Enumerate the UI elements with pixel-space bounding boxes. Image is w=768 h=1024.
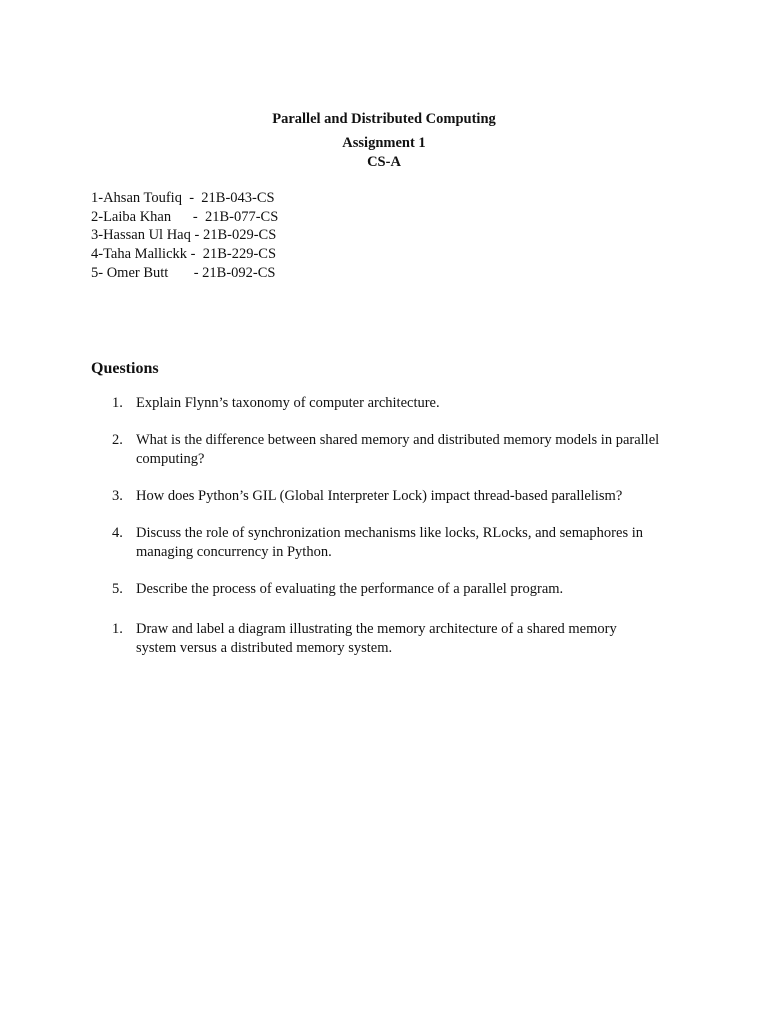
question-number: 2. [112,432,123,448]
question-number: 1. [112,621,123,637]
course-title: Parallel and Distributed Computing [272,111,496,127]
question-text: Describe the process of evaluating the performance of a parallel program. [136,581,564,597]
member-list [91,189,278,283]
question-number: 4. [112,525,123,541]
member-item: 4-Taha Mallickk - 21B-229-CS [91,246,277,263]
member-item: 2-Laiba Khan - 21B-077-CS [91,208,279,225]
question-text: Discuss the role of synchronization mechanisms like locks, RLocks, and semaphores in managing concurrency in Python. [136,525,643,560]
member-item: 5- Omer Butt - 21B-092-CS [91,264,276,281]
section-label: CS-A [367,154,401,170]
question-text: How does Python’s GIL (Global Interpreter Lock) impact thread-based parallelism? [136,488,623,504]
assignment-title: Assignment 1 [342,135,426,151]
question-text: What is the difference between shared memory and distributed memory models in parallel computing? [136,432,660,467]
member-item: 3-Hassan Ul Haq - 21B-029-CS [91,227,277,244]
question-text: Explain Flynn’s taxonomy of computer architecture. [136,395,440,411]
question-number: 1. [112,395,123,411]
question-number: 5. [112,581,123,597]
questions-heading: Questions [91,360,159,377]
question-text: Draw and label a diagram illustrating the memory architecture of a shared memory system versus a distributed memory system. [136,621,617,656]
member-item: 1-Ahsan Toufiq - 21B-043-CS [91,190,275,206]
question-number: 3. [112,488,123,504]
